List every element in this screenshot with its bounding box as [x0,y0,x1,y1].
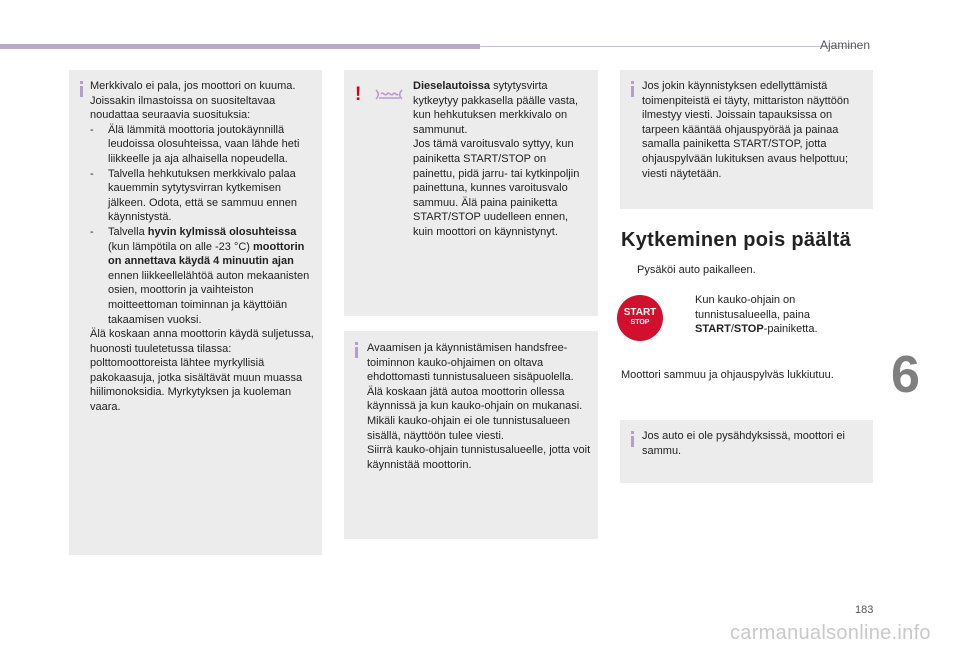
watermark: carmanualsonline.info [730,622,931,644]
section-heading: Kytkeminen pois päältä [621,229,851,251]
cold-start-intro: Merkkivalo ei pala, jos moottori on kuuma. Joissakin ilmastoissa on suositeltavaa noudattaa seuraavia suosituksia: [90,80,296,122]
info-icon [355,347,358,358]
chapter-number: 6 [891,346,920,404]
cold-start-outro: Älä koskaan anna moottorin käydä suljetussa, huonosti tuuletetussa tilassa: polttomoottoreista lähtee myrkyllisiä pakokaasuja, jotka sisältävät muun muassa hiilimonoksidia. Myrkytyksen ja kuoleman vaara. [90,328,314,414]
start-stop-button-icon: START STOP [617,295,663,341]
list-item: - Talvella hehkutuksen merkkivalo palaa kauemmin sytytysvirran kytkemisen jälkeen. Odota, että se sammuu ennen käynnistystä. [90,167,297,224]
handsfree-para: Siirrä kauko-ohjain tunnistusalueelle, jotta voit käynnistää moottorin. [367,444,591,471]
handsfree-text [367,341,595,472]
header-bar [0,44,480,49]
not-stopped-text: Jos auto ei ole pysähdyksissä, moottori ei sammu. [642,430,845,457]
handsfree-para: Avaamisen ja käynnistämisen handsfree-toiminnon kauko-ohjaimen on oltava ehdottomasti tunnistusalueen sisäpuolella. [367,342,574,384]
page-number: 183 [855,604,874,616]
start-conditions-text: Jos jokin käynnistyksen edellyttämistä toimenpiteistä ei täyty, mittariston näyttöön ilmestyy viesti. Joissain tapauksissa on tarpeen kääntää ohjauspyörää ja painaa samalla painiketta START/STOP, jotta ohjauspylvään lukituksen avaus helpottuu; viesti näytetään. [642,80,850,180]
diesel-warning-text [413,79,591,240]
result-text: Moottori sammuu ja ohjauspylväs lukkiutuu. [621,369,834,381]
header-rule [480,46,858,47]
list-item: - Älä lämmitä moottoria joutokäynnillä leudoissa olosuhteissa, vaan lähde heti liikkeelle ja aja alhaisella nopeudella. [90,123,300,165]
step-press-start-stop: Kun kauko-ohjain on tunnistusalueella, paina START/STOP-painiketta. [695,294,818,336]
info-icon [631,86,634,97]
warning-icon: ! [355,84,362,105]
handsfree-para: Mikäli kauko-ohjain ei ole tunnistusalueen sisällä, näyttöön tulee viesti. [367,414,571,442]
glow-plug-icon [374,88,404,106]
step-park: Pysäköi auto paikalleen. [637,264,756,276]
warning-para: Jos tämä varoitusvalo syttyy, kun painiketta START/STOP on painettu, pidä jarru- tai kytkinpoljin painettuna, kunnes varoitusvalo sammuu. Älä paina painiketta START/STOP uudelleen ennen, kuin moottori on käynnistynyt. [413,138,580,238]
list-item: - Talvella hyvin kylmissä olosuhteissa (kun lämpötila on alle -23 °C) moottorin on annettava käydä 4 minuutin ajan ennen liikkeellelähtöä auton mekaanisten osien, moottorin ja vaihteiston moitteettoman toiminnan ja käyttöiän takaamisen vuoksi. [90,225,310,326]
info-icon [631,436,634,447]
warning-para: Dieselautoissa sytytysvirta kytkeytyy pakkasella päälle vasta, kun hehkutuksen merkkivalo on sammunut. [413,80,579,136]
handsfree-para: Älä koskaan jätä autoa moottorin ollessa käynnissä ja kun kauko-ohjain on mukanasi. [367,385,583,413]
info-icon [80,86,83,97]
cold-start-text [90,79,320,415]
section-title: Ajaminen [820,38,871,52]
